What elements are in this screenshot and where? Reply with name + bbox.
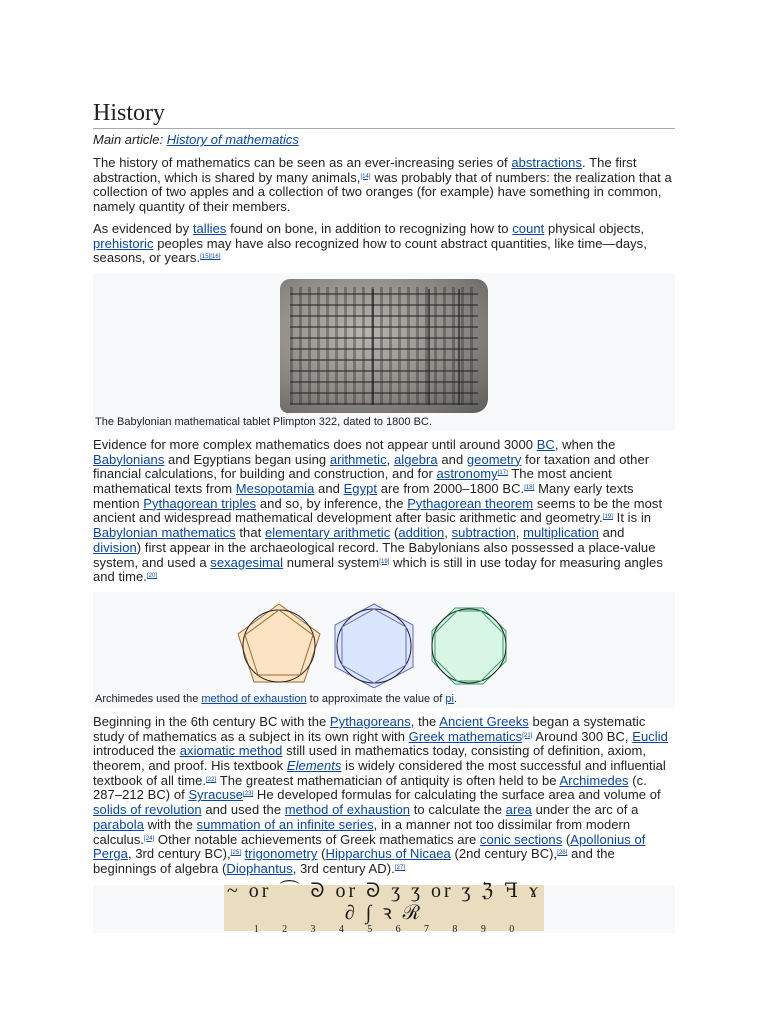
link-method-of-exhaustion-2[interactable]: method of exhaustion (284, 802, 411, 818)
numerals-image[interactable] (224, 880, 544, 936)
ref-22[interactable]: [22] (206, 776, 217, 783)
main-article-link[interactable]: History of mathematics (166, 132, 299, 147)
text: which is still in use today for measuring angles and time. (93, 554, 663, 585)
text: He developed formulas for calculating the surface area and volume of (253, 787, 661, 803)
text: still used in mathematics today, consisting of definition, axiom, theorem, and proof. His textbook (93, 743, 647, 774)
link-algebra[interactable]: algebra (394, 451, 438, 467)
ref-17[interactable]: [17] (497, 470, 508, 477)
text: (c. 287–212 BC) of (93, 772, 647, 803)
text: and (598, 525, 625, 541)
link-parabola[interactable]: parabola (93, 816, 144, 832)
digit: 6 (395, 924, 401, 936)
text: under the arc of a (531, 802, 639, 818)
link-diophantus[interactable]: Diophantus (226, 860, 293, 876)
link-abstractions[interactable]: abstractions (511, 155, 583, 170)
text: and the beginnings of algebra ( (93, 846, 615, 876)
text: (2nd century BC), (450, 846, 558, 862)
text: Archimedes used the (95, 692, 202, 705)
text: Other notable achievements of Greek mathematics are (154, 831, 480, 847)
link-pi[interactable]: pi (445, 692, 454, 705)
text: found on bone, in addition to recognizing how to (226, 220, 513, 236)
link-elementary-arithmetic[interactable]: elementary arithmetic (264, 525, 391, 541)
hexagon-figure (335, 604, 413, 688)
octagon-figure (432, 608, 506, 684)
text: and so, by inference, the (256, 495, 408, 511)
link-multiplication[interactable]: multiplication (523, 525, 599, 541)
link-greek-mathematics[interactable]: Greek mathematics (408, 728, 523, 744)
figure-numerals (93, 880, 675, 936)
text: was probably that of numbers: the realization that a collection of two apples and a collection of two oranges (for example) have something in common, namely quantity of their members. (93, 169, 672, 215)
link-solids-of-revolution[interactable]: solids of revolution (93, 802, 202, 818)
link-method-of-exhaustion[interactable]: method of exhaustion (201, 692, 307, 705)
text: , 3rd century BC), (127, 846, 231, 862)
link-egypt[interactable]: Egypt (343, 481, 378, 497)
digit: 7 (424, 924, 430, 936)
text: Beginning in the 6th century BC with the (93, 713, 330, 729)
text: The history of mathematics can be seen as an ever-increasing series of (93, 155, 512, 170)
text: Around 300 BC, (532, 728, 633, 744)
link-axiomatic-method[interactable]: axiomatic method (179, 743, 283, 759)
link-count[interactable]: count (512, 220, 545, 236)
link-ancient-greeks[interactable]: Ancient Greeks (439, 713, 529, 729)
text: , when the (554, 436, 616, 452)
text: ) first appear in the archaeological record. The Babylonians also possessed a place-value system, and used a (93, 539, 656, 570)
ref-23[interactable]: [23] (243, 791, 254, 798)
link-pythagorean-theorem[interactable]: Pythagorean theorem (407, 495, 534, 511)
text: peoples may have also recognized how to count abstract quantities, like time—days, seasons, or years. (93, 235, 647, 266)
link-astronomy[interactable]: astronomy (436, 466, 498, 482)
link-apollonius[interactable]: Apollonius of Perga (93, 831, 646, 862)
link-division[interactable]: division (93, 539, 137, 555)
link-babylonian-mathematics[interactable]: Babylonian mathematics (93, 525, 236, 541)
text: ( (317, 846, 326, 862)
section-heading: History (93, 98, 675, 129)
text: As evidenced by (93, 220, 193, 236)
digit: 1 (253, 924, 259, 936)
paragraph-4 (93, 715, 675, 877)
hatnote (93, 132, 675, 147)
link-tallies[interactable]: tallies (192, 220, 227, 236)
text: introduced the (93, 743, 180, 759)
text: , (444, 525, 452, 541)
pentagon-figure (238, 604, 320, 682)
text: , the (410, 713, 440, 729)
link-prehistoric[interactable]: prehistoric (93, 235, 154, 251)
text: ( (390, 525, 399, 541)
ref-15-16[interactable]: [15][16] (200, 254, 221, 261)
text: It is in (613, 510, 652, 526)
digit: 5 (367, 924, 373, 936)
text: with the (144, 816, 197, 832)
hatnote-prefix: Main article: (93, 132, 167, 147)
text: The most ancient mathematical texts from (93, 466, 612, 497)
numeral-glyphs: ~ or ⌒ ᘐ or ᘐ ʒ ʒ or ʒ ℨ ꟻ ɤ ∂ ∫ ꝛ ℛ (226, 880, 542, 925)
link-geometry[interactable]: geometry (466, 451, 522, 467)
ref-21[interactable]: [21] (522, 732, 533, 739)
plimpton-tablet-image[interactable] (280, 279, 488, 413)
text: physical objects, (544, 220, 645, 236)
digit: 2 (282, 924, 288, 936)
ref-26[interactable]: [26] (557, 850, 568, 857)
link-trigonometry[interactable]: trigonometry (244, 846, 318, 862)
text: and used the (201, 802, 285, 818)
figure-caption (95, 690, 673, 706)
text: numeral system (283, 554, 380, 570)
link-arithmetic[interactable]: arithmetic (329, 451, 387, 467)
digit: 9 (480, 924, 486, 936)
digit: 3 (310, 924, 316, 936)
text: to approximate the value of (306, 692, 446, 705)
link-subtraction[interactable]: subtraction (451, 525, 516, 541)
link-elements[interactable]: Elements (286, 758, 342, 774)
text: is widely considered the most successful and influential textbook of all time. (93, 758, 666, 788)
link-conic-sections[interactable]: conic sections (479, 831, 563, 847)
text: for taxation and other financial calculations, for building and construction, and for (93, 451, 650, 482)
text: . The first abstraction, which is shared by many animals, (93, 155, 637, 185)
text: , (386, 451, 394, 467)
figure-caption: The Babylonian mathematical tablet Plimpton 322, dated to 1800 BC. (95, 415, 432, 428)
article-section (93, 98, 675, 940)
text: are from 2000–1800 BC. (377, 481, 525, 497)
ref-25[interactable]: [25] (230, 850, 241, 857)
link-bc[interactable]: BC (536, 436, 555, 452)
text: ( (562, 831, 571, 847)
text: , in a manner not too dissimilar from modern calculus. (93, 816, 631, 847)
ref-19[interactable]: [19] (602, 514, 614, 521)
text: Many early texts mention (93, 481, 634, 511)
link-syracuse[interactable]: Syracuse (188, 787, 244, 803)
text: Evidence for more complex mathematics does not appear until around 3000 (93, 436, 537, 452)
digit: 4 (338, 924, 344, 936)
polygon-illustration[interactable] (95, 596, 673, 690)
ref-19b[interactable]: [19] (379, 558, 390, 565)
link-summation-infinite-series[interactable]: summation of an infinite series (196, 816, 374, 832)
paragraph-2 (93, 222, 675, 266)
text: seems to be the most ancient and widespread mathematical development after basic arithmetic and geometry. (93, 495, 663, 526)
text: that (235, 525, 265, 541)
link-area[interactable]: area (505, 802, 532, 818)
text: The greatest mathematician of antiquity is often held to be (216, 772, 560, 788)
text: to calculate the (410, 802, 506, 818)
ref-27[interactable]: [27] (394, 864, 405, 871)
link-hipparchus[interactable]: Hipparchus of Nicaea (325, 846, 451, 862)
numeral-digits (224, 924, 544, 935)
link-mesopotamia[interactable]: Mesopotamia (235, 481, 315, 497)
ref-20[interactable]: [20] (146, 573, 158, 580)
digit: 8 (452, 924, 458, 936)
link-addition[interactable]: addition (398, 525, 445, 541)
text: began a systematic study of mathematics as a subject in its own right with (93, 713, 646, 744)
link-pythagorean-triples[interactable]: Pythagorean triples (143, 495, 257, 511)
exhaustion-diagram-svg (234, 600, 534, 688)
paragraph-3 (93, 438, 675, 585)
text: and (314, 481, 344, 497)
text: and (437, 451, 467, 467)
link-archimedes[interactable]: Archimedes (559, 772, 629, 788)
link-babylonians[interactable]: Babylonians (93, 451, 165, 467)
digit: 0 (509, 924, 515, 936)
figure-plimpton-322 (93, 273, 675, 431)
link-pythagoreans[interactable]: Pythagoreans (329, 713, 411, 729)
ref-18[interactable]: [18] (524, 485, 535, 492)
text: , (515, 525, 524, 541)
text: . (453, 692, 458, 705)
paragraph-1 (93, 156, 675, 215)
text: , 3rd century AD). (292, 860, 395, 876)
ref-24[interactable]: [24] (144, 835, 155, 842)
ref-14[interactable]: [14] (360, 173, 371, 180)
text: and Egyptians began using (164, 451, 330, 467)
figure-method-of-exhaustion (93, 592, 675, 708)
link-euclid[interactable]: Euclid (632, 728, 668, 744)
link-sexagesimal[interactable]: sexagesimal (210, 554, 284, 570)
